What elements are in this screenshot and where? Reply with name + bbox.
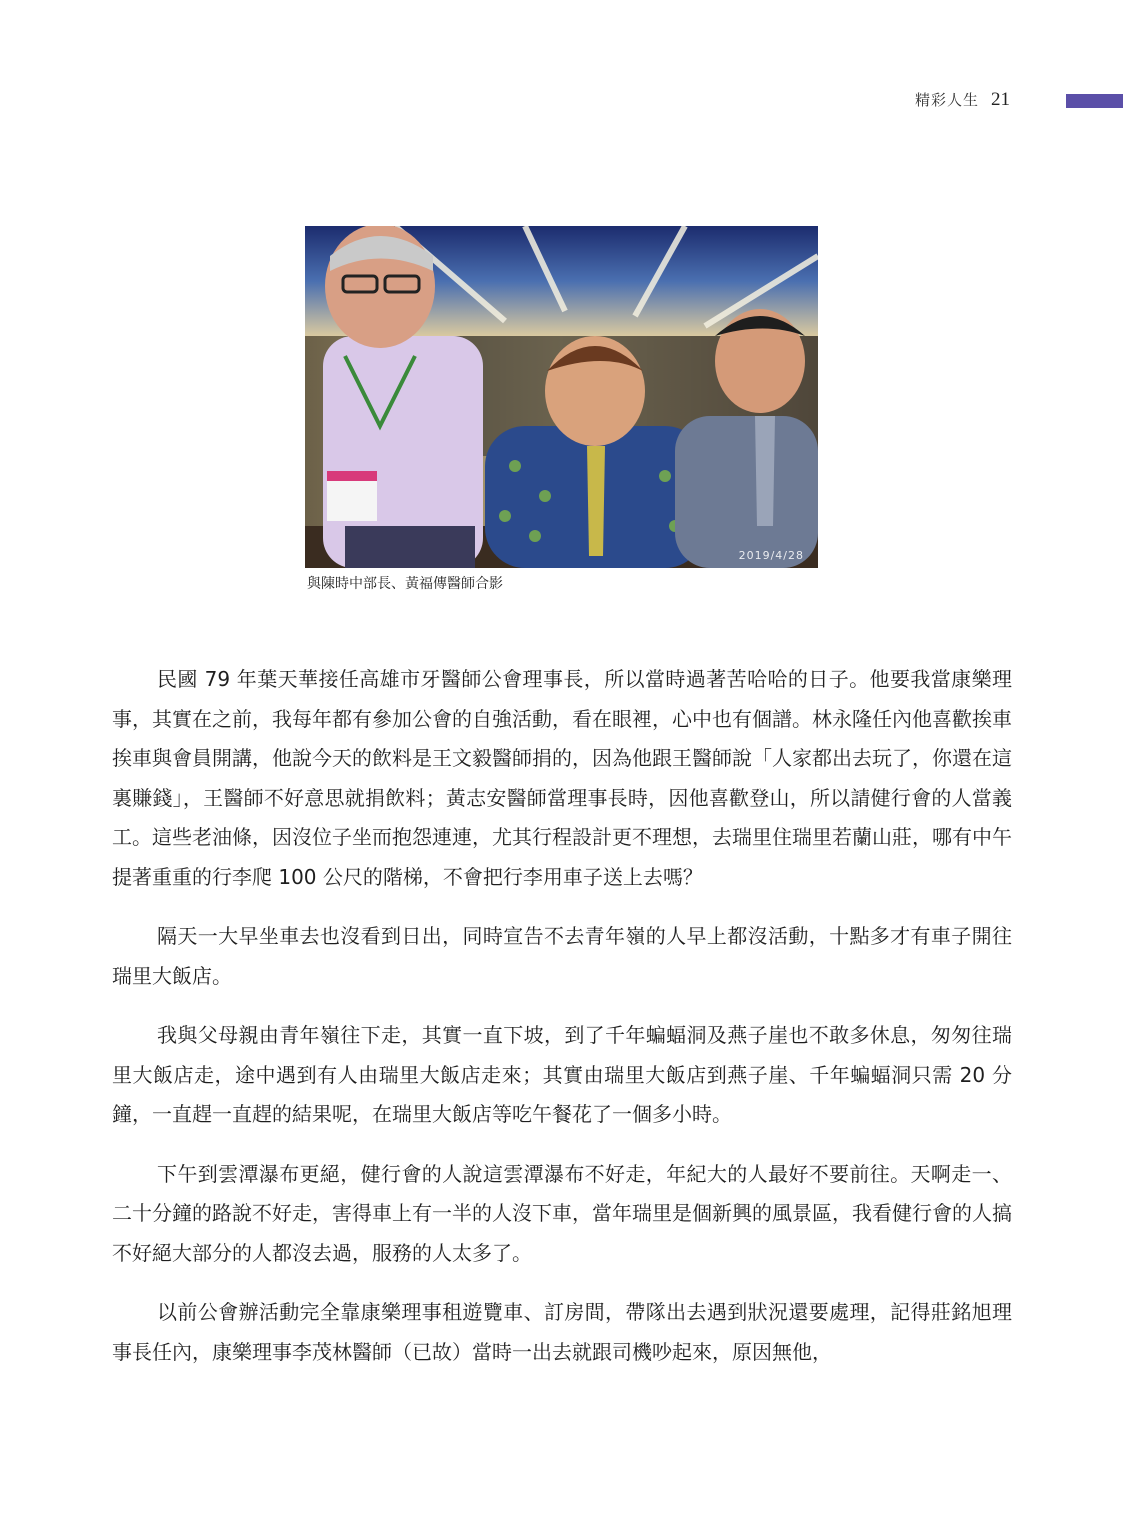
group-photo bbox=[305, 226, 818, 568]
photo-date-stamp: 2019/4/28 bbox=[738, 549, 804, 562]
photo-caption: 與陳時中部長、黃福傳醫師合影 bbox=[307, 576, 503, 592]
section-name: 精彩人生 bbox=[914, 91, 979, 109]
header-accent-bar bbox=[1066, 94, 1123, 108]
body-text bbox=[112, 660, 1012, 1392]
paragraph: 我與父母親由青年嶺往下走，其實一直下坡，到了千年蝙蝠洞及燕子崖也不敢多休息，匆匆往瑞里大飯店走，途中遇到有人由瑞里大飯店走來；其實由瑞里大飯店到燕子崖、千年蝙蝠洞只需 20 分鐘，一直趕一直趕的結果呢，在瑞里大飯店等吃午餐花了一個多小時。 bbox=[112, 1023, 1012, 1126]
paragraph: 以前公會辦活動完全靠康樂理事租遊覽車、訂房間，帶隊出去遇到狀況還要處理，記得莊銘旭理事長任內，康樂理事李茂林醫師（已故）當時一出去就跟司機吵起來，原因無他， bbox=[112, 1300, 1012, 1364]
running-header bbox=[915, 89, 1010, 113]
page-number: 21 bbox=[991, 89, 1010, 110]
paragraph: 下午到雲潭瀑布更絕，健行會的人說這雲潭瀑布不好走，年紀大的人最好不要前往。天啊走一、二十分鐘的路說不好走，害得車上有一半的人沒下車，當年瑞里是個新興的風景區，我看健行會的人搞不好絕大部分的人都沒去過，服務的人太多了。 bbox=[112, 1161, 1012, 1265]
paragraph: 民國 79 年葉天華接任高雄市牙醫師公會理事長，所以當時過著苦哈哈的日子。他要我當康樂理事，其實在之前，我每年都有參加公會的自強活動，看在眼裡，心中也有個譜。林永隆任內他喜歡挨車挨車與會員開講，他說今天的飲料是王文毅醫師捐的，因為他跟王醫師說「人家都出去玩了，你還在這裏賺錢」，王醫師不好意思就捐飲料；黃志安醫師當理事長時，因他喜歡登山，所以請健行會的人當義工。這些老油條，因沒位子坐而抱怨連連，尤其行程設計更不理想，去瑞里住瑞里若蘭山莊，哪有中午提著重重的行李爬 100 公尺的階梯，不會把行李用車子送上去嗎？ bbox=[112, 667, 1012, 889]
paragraph: 隔天一大早坐車去也沒看到日出，同時宣告不去青年嶺的人早上都沒活動，十點多才有車子開往瑞里大飯店。 bbox=[112, 924, 1012, 988]
photo-illustration bbox=[305, 226, 818, 568]
